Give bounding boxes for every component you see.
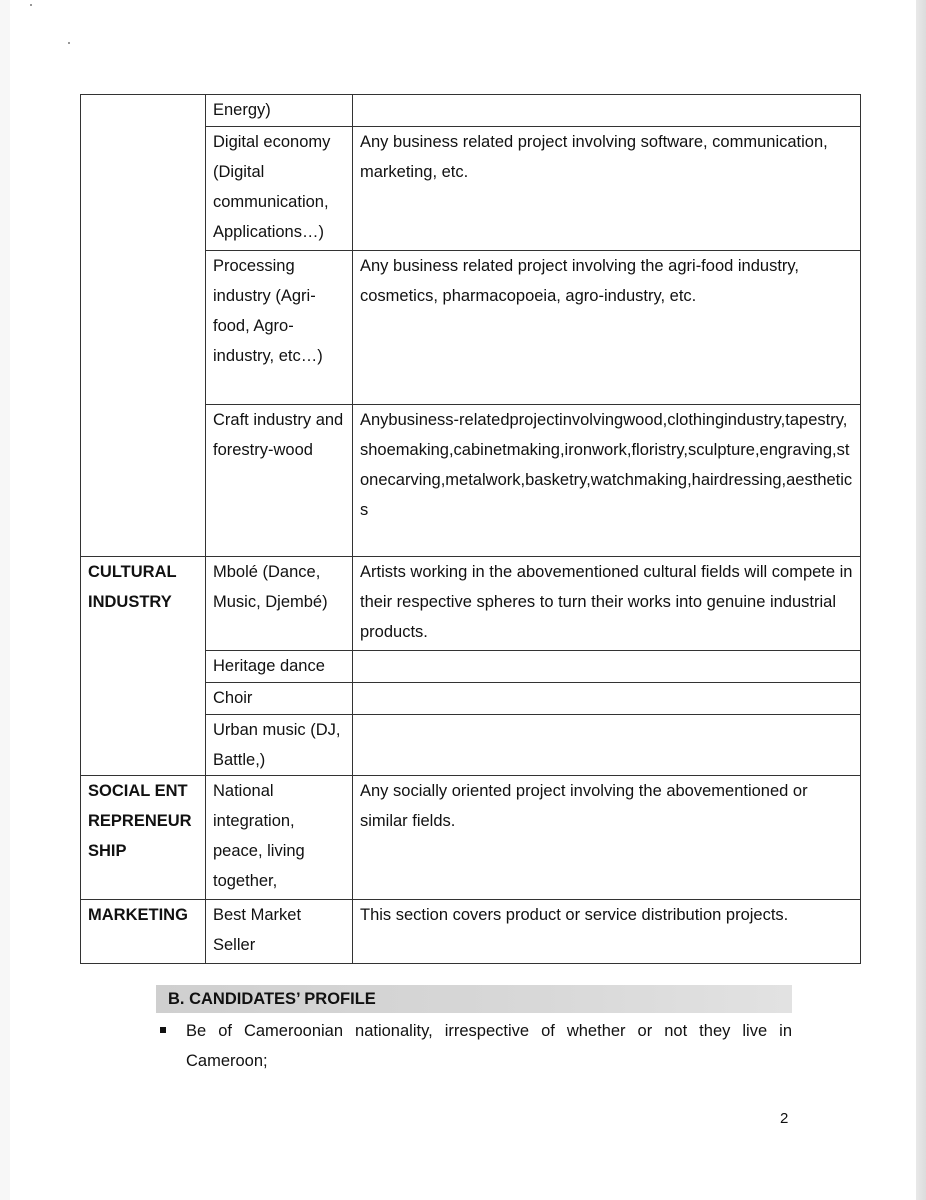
- section-heading: B. CANDIDATES’ PROFILE: [156, 985, 792, 1013]
- square-bullet-icon: [160, 1027, 166, 1033]
- scan-edge: [916, 0, 926, 1200]
- field-cell: Choir: [206, 683, 353, 715]
- description-cell: [353, 715, 861, 776]
- description-cell: [353, 651, 861, 683]
- field-cell: National integration, peace, living together,: [206, 776, 353, 900]
- category-cell: CULTURAL INDUSTRY: [81, 557, 206, 776]
- description-cell: Anybusiness-relatedprojectinvolvingwood,clothingindustry,tapestry,shoemaking,cabinetmaking,ironwork,floristry,sculpture,engraving,stonecarving,metalwork,basketry,watchmaking,hairdressing,aesthetics: [353, 405, 861, 557]
- table-row: [81, 776, 861, 900]
- field-cell: Processing industry (Agri-food, Agro-industry, etc…): [206, 251, 353, 405]
- field-cell: Heritage dance: [206, 651, 353, 683]
- field-cell: Digital economy (Digital communication, Applications…): [206, 127, 353, 251]
- field-cell: Energy): [206, 95, 353, 127]
- categories-table: [80, 94, 861, 964]
- description-cell: Artists working in the abovementioned cultural fields will compete in their respective spheres to turn their works into genuine industrial products.: [353, 557, 861, 651]
- description-cell: Any business related project involving software, communication, marketing, etc.: [353, 127, 861, 251]
- table-row: [81, 95, 861, 127]
- field-cell: Best Market Seller: [206, 900, 353, 964]
- description-cell: Any socially oriented project involving the abovementioned or similar fields.: [353, 776, 861, 900]
- scan-speck: [68, 42, 70, 44]
- page-number: 2: [780, 1110, 789, 1127]
- field-cell: Urban music (DJ, Battle,): [206, 715, 353, 776]
- table-row: [81, 900, 861, 964]
- description-cell: Any business related project involving the agri-food industry, cosmetics, pharmacopoeia, agro-industry, etc.: [353, 251, 861, 405]
- bullet-text: Be of Cameroonian nationality, irrespective of whether or not they live in Cameroon;: [186, 1022, 792, 1070]
- field-cell: Mbolé (Dance, Music, Djembé): [206, 557, 353, 651]
- description-cell: This section covers product or service distribution projects.: [353, 900, 861, 964]
- description-cell: [353, 683, 861, 715]
- description-cell: [353, 95, 861, 127]
- table-row: [81, 557, 861, 651]
- list-item: [160, 1016, 792, 1076]
- scan-speck: [30, 4, 32, 6]
- field-cell: Craft industry and forestry-wood: [206, 405, 353, 557]
- category-cell: MARKETING: [81, 900, 206, 964]
- category-cell: SOCIAL ENTREPRENEURSHIP: [81, 776, 206, 900]
- category-cell: [81, 95, 206, 557]
